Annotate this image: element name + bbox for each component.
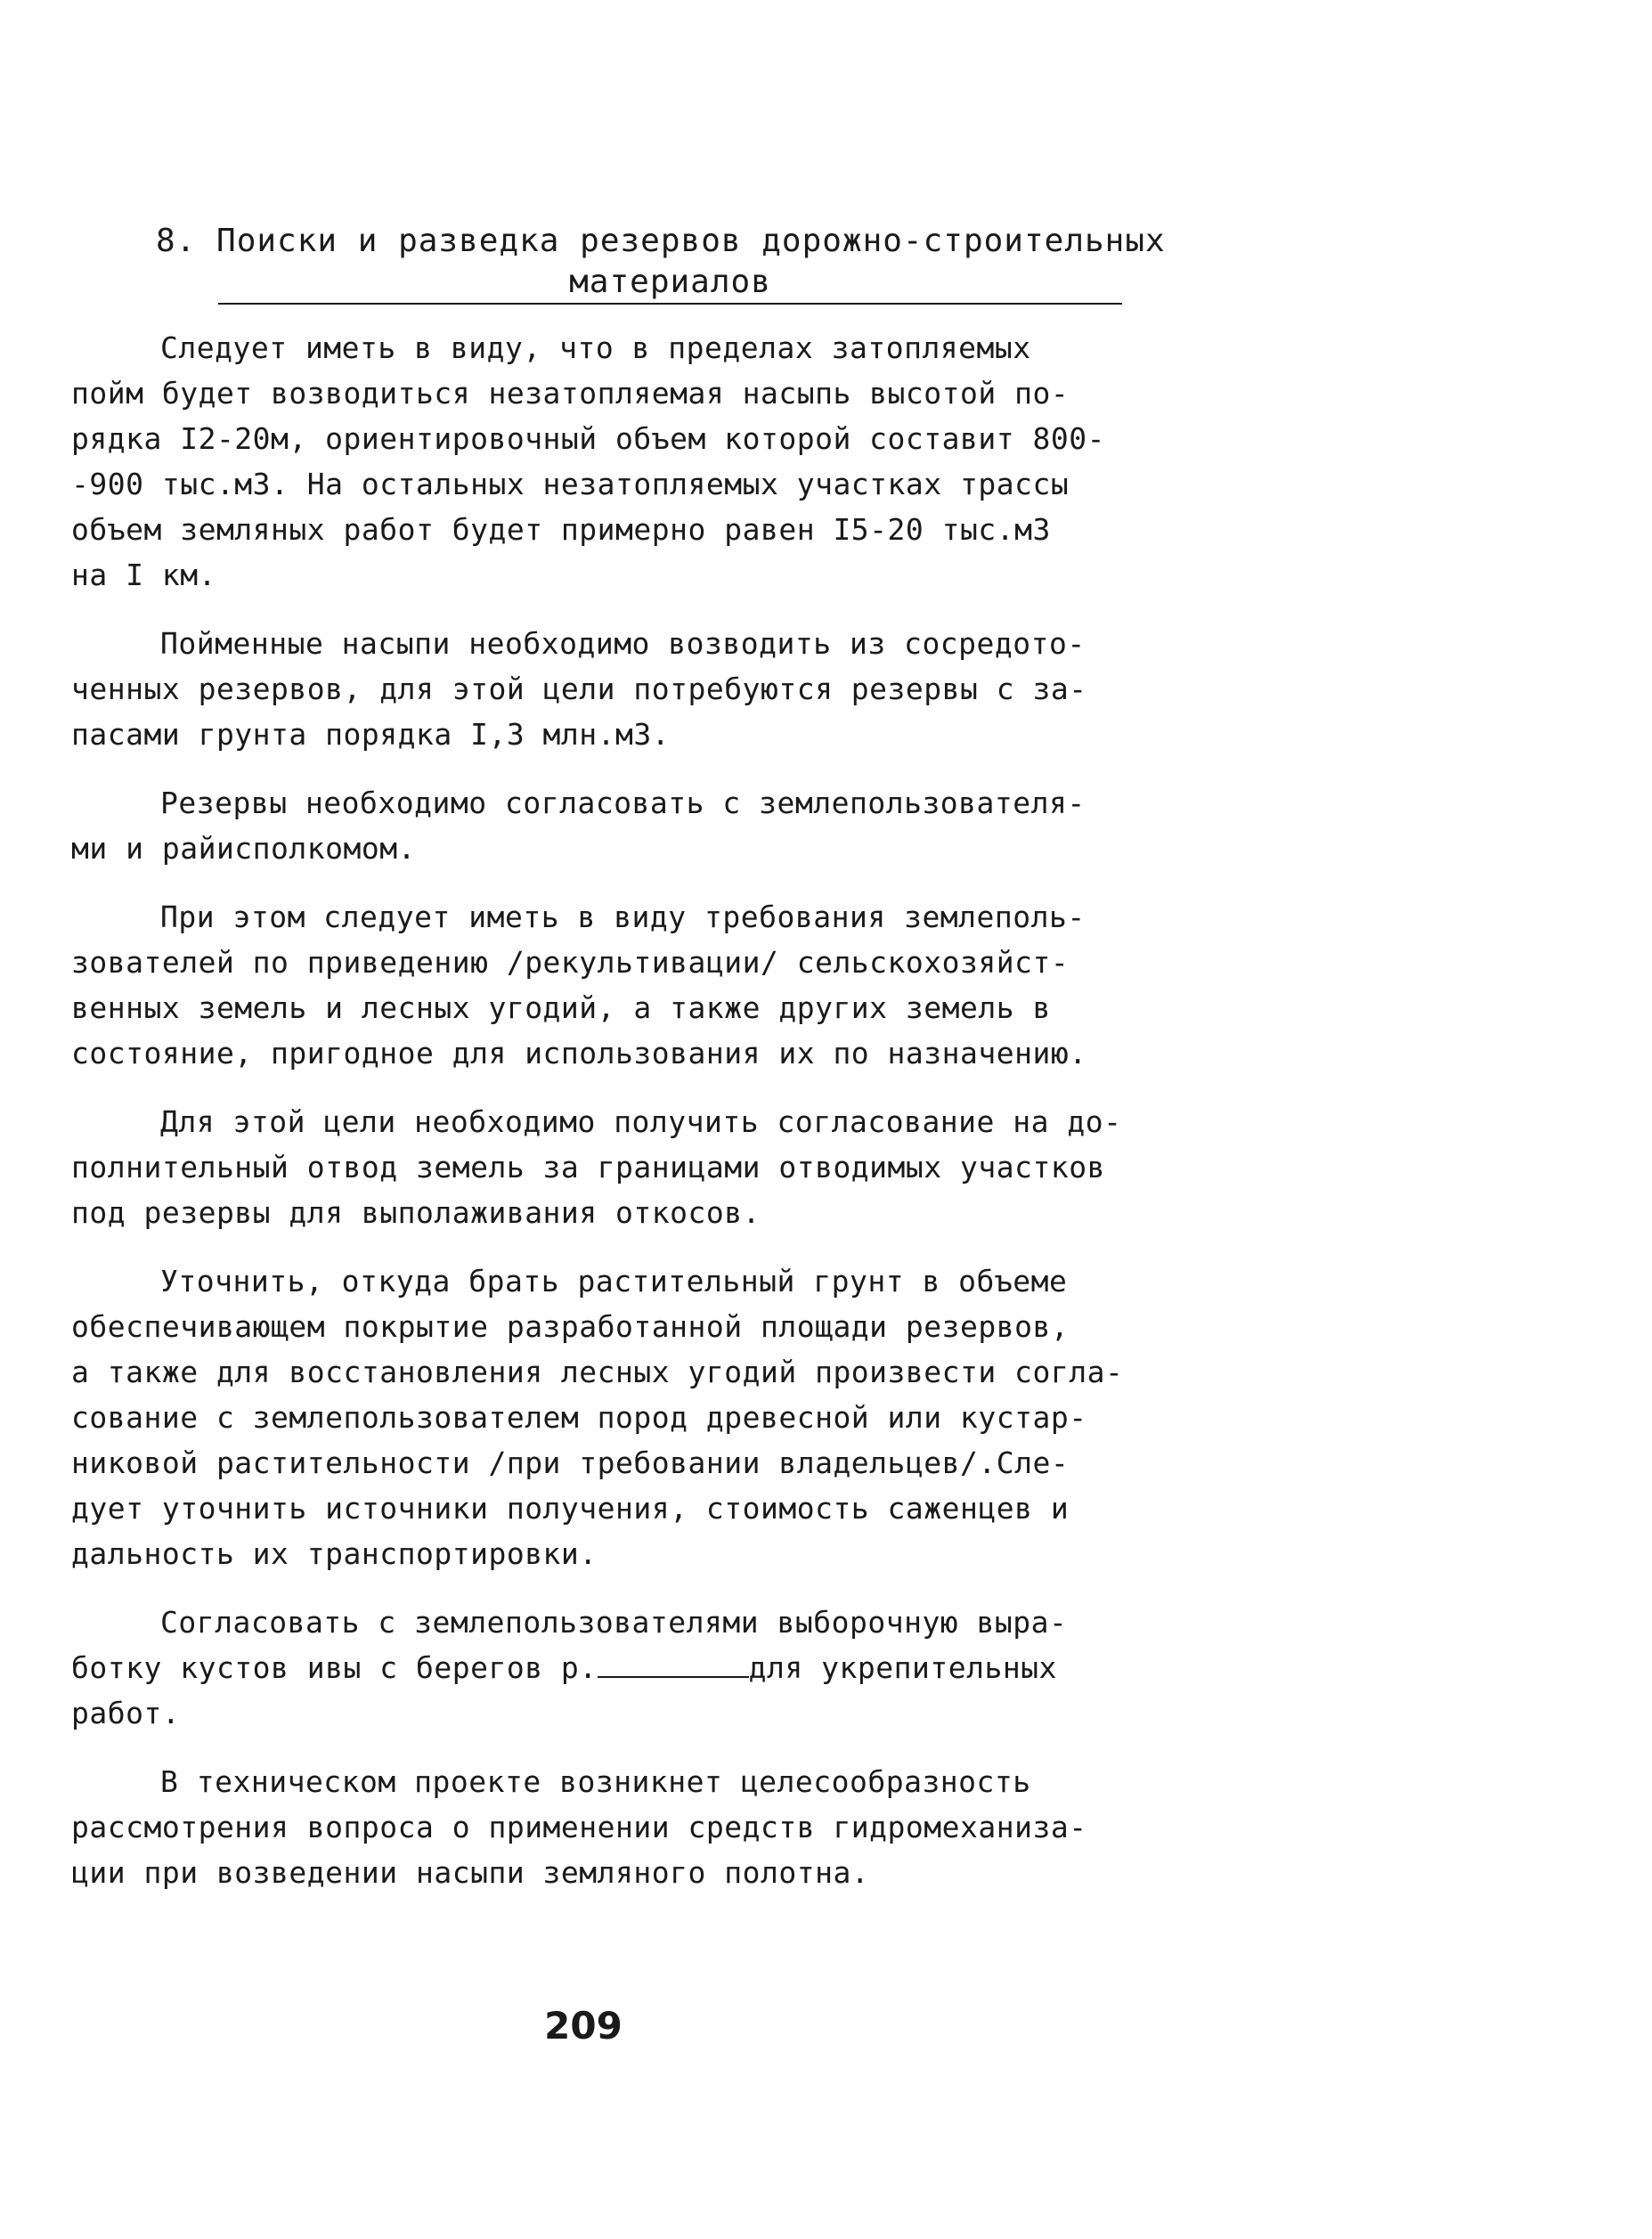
text-line: В техническом проекте возникнет целесообразность	[160, 1764, 1031, 1799]
text-line: -900 тыс.м3. На остальных незатопляемых участках трассы	[71, 467, 1070, 501]
text-line: рядка I2-20м, ориентировочный объем которой составит 800-	[71, 421, 1105, 456]
text-line: под резервы для выполаживания откосов.	[71, 1195, 761, 1230]
text-line: венных земель и лесных угодий, а также других земель в	[71, 990, 1051, 1025]
text-line: Резервы необходимо согласовать с землепользователя-	[160, 786, 1086, 820]
text-line: зователей по приведению /рекультивации/ сельскохозяйст-	[71, 945, 1070, 980]
text-line: пасами грунта порядка I,3 млн.м3.	[71, 717, 671, 752]
text-line: Пойменные насыпи необходимо возводить из сосредото-	[160, 626, 1086, 661]
paragraph-6	[71, 1258, 1184, 1576]
text-line: ми и райисполкомом.	[71, 831, 416, 866]
text-line: а также для восстановления лесных угодий произвести согла-	[71, 1355, 1124, 1389]
page-number: 209	[544, 2004, 623, 2048]
text-line: Уточнить, откуда брать растительный грунт в объеме	[160, 1264, 1068, 1299]
paragraph-2	[71, 621, 1184, 757]
text-line: ченных резервов, для этой цели потребуются резервы с за-	[71, 672, 1087, 706]
text-line: дует уточнить источники получения, стоимость саженцев и	[71, 1491, 1070, 1526]
heading-line-2: материалов	[218, 262, 1122, 305]
text-line: никовой растительности /при требовании владельцев/.Сле-	[71, 1445, 1070, 1480]
paragraph-7	[71, 1600, 1184, 1736]
text-line: Следует иметь в виду, что в пределах затопляемых	[160, 330, 1031, 365]
text-segment: для укрепительных	[748, 1650, 1057, 1685]
text-line: обеспечивающем покрытие разработанной площади резервов,	[71, 1309, 1070, 1344]
section-heading	[156, 221, 1166, 305]
text-line: Согласовать с землепользователями выборочную выра-	[160, 1605, 1068, 1640]
text-line: работ.	[71, 1696, 181, 1730]
text-line: дальность их транспортировки.	[71, 1536, 598, 1571]
text-line: на I км.	[71, 558, 216, 592]
text-line: Для этой цели необходимо получить согласование на до-	[160, 1104, 1122, 1139]
text-line: полнительный отвод земель за границами отводимых участков	[71, 1150, 1105, 1185]
river-name-blank	[598, 1649, 749, 1678]
body-text	[71, 325, 1184, 1918]
text-line: сование с землепользователем пород древесной или кустар-	[71, 1400, 1087, 1435]
paragraph-5	[71, 1099, 1184, 1235]
text-line: пойм будет возводиться незатопляемая насыпь высотой по-	[71, 376, 1070, 411]
text-segment: ботку кустов ивы с берегов р.	[71, 1650, 598, 1685]
paragraph-3	[71, 780, 1184, 871]
text-line: При этом следует иметь в виду требования землеполь-	[160, 900, 1086, 934]
text-line: объем земляных работ будет примерно равен I5-20 тыс.м3	[71, 512, 1051, 547]
paragraph-8	[71, 1759, 1184, 1895]
text-line: ции при возведении насыпи земляного полотна.	[71, 1855, 870, 1890]
text-line-with-blank	[71, 1645, 1184, 1690]
text-line: состояние, пригодное для использования их по назначению.	[71, 1036, 1087, 1071]
paragraph-1	[71, 325, 1184, 598]
heading-line-1: 8. Поиски и разведка резервов дорожно-строительных	[156, 223, 1166, 259]
paragraph-4	[71, 894, 1184, 1076]
text-line: рассмотрения вопроса о применении средств гидромеханиза-	[71, 1810, 1087, 1844]
